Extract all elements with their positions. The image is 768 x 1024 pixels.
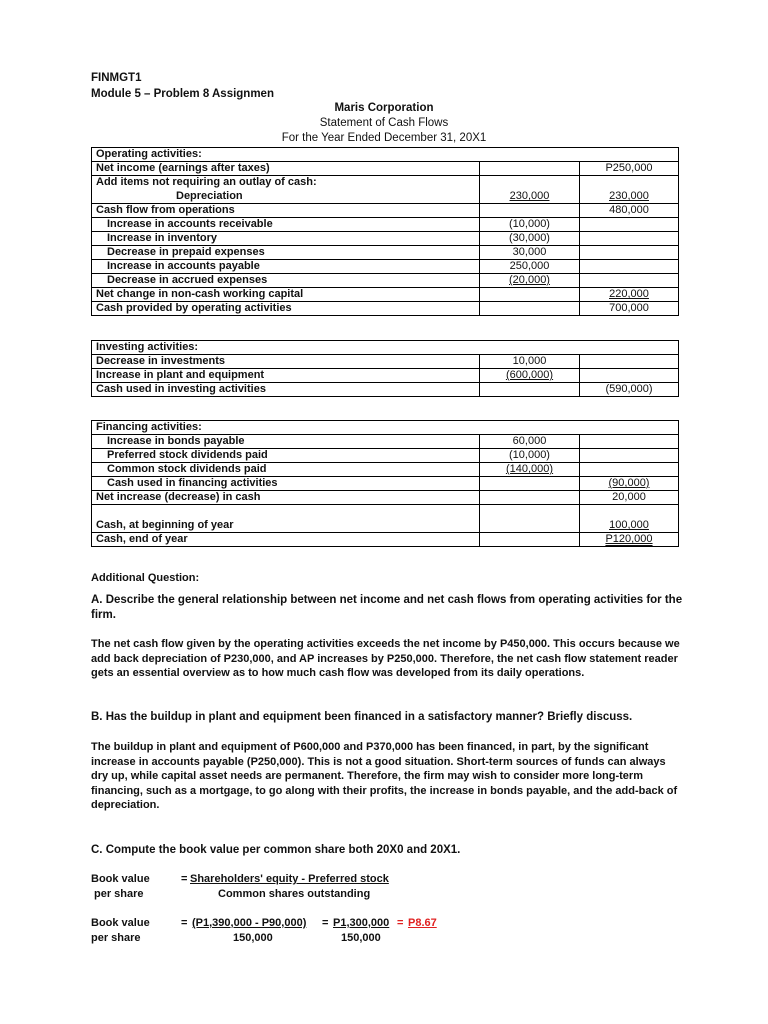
row-label: Decrease in investments <box>92 355 480 369</box>
cash-begin-label: Cash, at beginning of year <box>92 505 480 533</box>
statement-title: Statement of Cash Flows <box>319 117 449 129</box>
financing-used-value: (90,000) <box>608 477 650 489</box>
table-row <box>92 369 679 383</box>
calc-eq2: = <box>322 917 329 929</box>
add-items-label: Add items not requiring an outlay of cash: <box>96 176 317 188</box>
table-row <box>92 421 679 435</box>
table-row <box>92 246 679 260</box>
investing-heading: Investing activities: <box>92 341 679 355</box>
row-label: Decrease in accrued expenses <box>92 274 480 288</box>
calc-label-line1: Book value <box>91 917 150 929</box>
cash-flow-ops-label: Cash flow from operations <box>92 204 480 218</box>
question-b-title: B. Has the buildup in plant and equipment been financed in a satisfactory manner? Briefly discuss. <box>91 711 633 723</box>
table-row <box>92 383 679 397</box>
formula-eq: = <box>181 873 188 885</box>
row-label: Common stock dividends paid <box>92 463 480 477</box>
question-a-answer: The net cash flow given by the operating activities exceeds the net income by P450,000. This occurs because we add back depreciation of P230,000, and AP increases by P250,000. Therefore, the net cash flow statement reader gets an essential overview as to how much cash flow was developed from its daily operations. <box>91 638 680 680</box>
question-b-answer: The buildup in plant and equipment of P600,000 and P370,000 has been financed, in part, by the significant increase in accounts payable (P250,000). This is not a good situation. Short-term sources of funds can always dry up, while capital asset needs are permanent. Therefore, the firm may wish to consider more long-term financing, such as a mortgage, to go along with their profits, the increase in bonds payable, and the add-back of depreciation. <box>91 741 678 812</box>
financing-used-cell <box>580 477 679 491</box>
question-c-title: C. Compute the book value per common share both 20X0 and 20X1. <box>91 844 461 856</box>
financing-activities-table <box>91 420 679 547</box>
table-row <box>92 302 679 316</box>
depreciation-mid-cell <box>480 176 580 204</box>
row-value: (600,000) <box>505 369 554 381</box>
formula-label-line1: Book value <box>91 873 150 885</box>
table-row <box>92 435 679 449</box>
row-label: Preferred stock dividends paid <box>92 449 480 463</box>
depreciation-right-value: 230,000 <box>609 190 649 202</box>
table-row <box>92 355 679 369</box>
table-row <box>92 204 679 218</box>
row-value-cell <box>480 463 580 477</box>
depreciation-label: Depreciation <box>176 189 243 202</box>
financing-used-label: Cash used in financing activities <box>92 477 480 491</box>
provided-value: 700,000 <box>580 302 679 316</box>
formula-numerator: Shareholders' equity - Preferred stock <box>190 873 389 885</box>
investing-used-label: Cash used in investing activities <box>92 383 480 397</box>
row-value: (20,000) <box>509 274 550 286</box>
depreciation-mid-value: 230,000 <box>509 190 550 202</box>
row-value: 30,000 <box>480 246 580 260</box>
calc-denominator-1: 150,000 <box>233 932 273 944</box>
add-items-cell <box>92 176 480 204</box>
financing-heading: Financing activities: <box>92 421 679 435</box>
row-value: (10,000) <box>480 218 580 232</box>
calc-result: P1,300,000 <box>333 917 390 929</box>
net-income-label: Net income (earnings after taxes) <box>92 162 480 176</box>
table-row <box>92 341 679 355</box>
row-label: Decrease in prepaid expenses <box>92 246 480 260</box>
formula-label-line2: per share <box>94 888 144 900</box>
cash-flow-ops-value: 480,000 <box>580 204 679 218</box>
row-value-cell <box>480 274 580 288</box>
row-label: Increase in plant and equipment <box>92 369 480 383</box>
net-change-value: 220,000 <box>609 288 649 300</box>
row-value-cell <box>480 369 580 383</box>
additional-heading: Additional Question: <box>91 572 200 584</box>
cash-end-value: P120,000 <box>580 533 679 547</box>
investing-used-value: (590,000) <box>580 383 679 397</box>
table-row <box>92 463 679 477</box>
provided-label: Cash provided by operating activities <box>92 302 480 316</box>
table-row <box>92 162 679 176</box>
table-row <box>92 288 679 302</box>
row-label: Increase in accounts receivable <box>92 218 480 232</box>
calc-denominator-2: 150,000 <box>341 932 381 944</box>
cash-begin-value: 100,000 <box>609 519 649 531</box>
net-change-label: Net change in non-cash working capital <box>92 288 480 302</box>
net-income-value: P250,000 <box>580 162 679 176</box>
table-row <box>92 491 679 505</box>
table-row <box>92 218 679 232</box>
depreciation-right-cell <box>580 176 679 204</box>
table-row <box>92 260 679 274</box>
company-name: Maris Corporation <box>334 102 434 114</box>
row-value: (30,000) <box>480 232 580 246</box>
row-value: (10,000) <box>480 449 580 463</box>
statement-period: For the Year Ended December 31, 20X1 <box>281 132 487 144</box>
row-label: Increase in accounts payable <box>92 260 480 274</box>
row-label: Increase in bonds payable <box>92 435 480 449</box>
formula-denominator: Common shares outstanding <box>218 888 371 900</box>
cash-begin-cell <box>580 505 679 533</box>
net-increase-value: 20,000 <box>580 491 679 505</box>
operating-heading: Operating activities: <box>92 148 679 162</box>
calc-answer: P8.67 <box>408 917 437 929</box>
table-row <box>92 176 679 204</box>
table-row <box>92 449 679 463</box>
net-increase-label: Net increase (decrease) in cash <box>92 491 480 505</box>
cash-end-label: Cash, end of year <box>92 533 480 547</box>
assignment-title: Module 5 – Problem 8 Assignmen <box>91 88 274 100</box>
calc-label-line2: per share <box>91 932 141 944</box>
calc-eq3: = <box>397 917 404 929</box>
operating-activities-table <box>91 147 679 316</box>
table-row <box>92 533 679 547</box>
table-row <box>92 274 679 288</box>
investing-activities-table <box>91 340 679 397</box>
table-row <box>92 232 679 246</box>
row-value: 250,000 <box>480 260 580 274</box>
calc-expression: (P1,390,000 - P90,000) <box>192 917 307 929</box>
row-value: (140,000) <box>505 463 554 475</box>
row-label: Increase in inventory <box>92 232 480 246</box>
table-row <box>92 148 679 162</box>
net-change-cell <box>580 288 679 302</box>
calc-eq: = <box>181 917 188 929</box>
row-value: 60,000 <box>480 435 580 449</box>
course-code: FINMGT1 <box>91 72 142 84</box>
table-row <box>92 477 679 491</box>
question-a-title: A. Describe the general relationship between net income and net cash flows from operating activities for the firm. <box>91 594 683 621</box>
row-value: 10,000 <box>480 355 580 369</box>
table-row <box>92 505 679 533</box>
